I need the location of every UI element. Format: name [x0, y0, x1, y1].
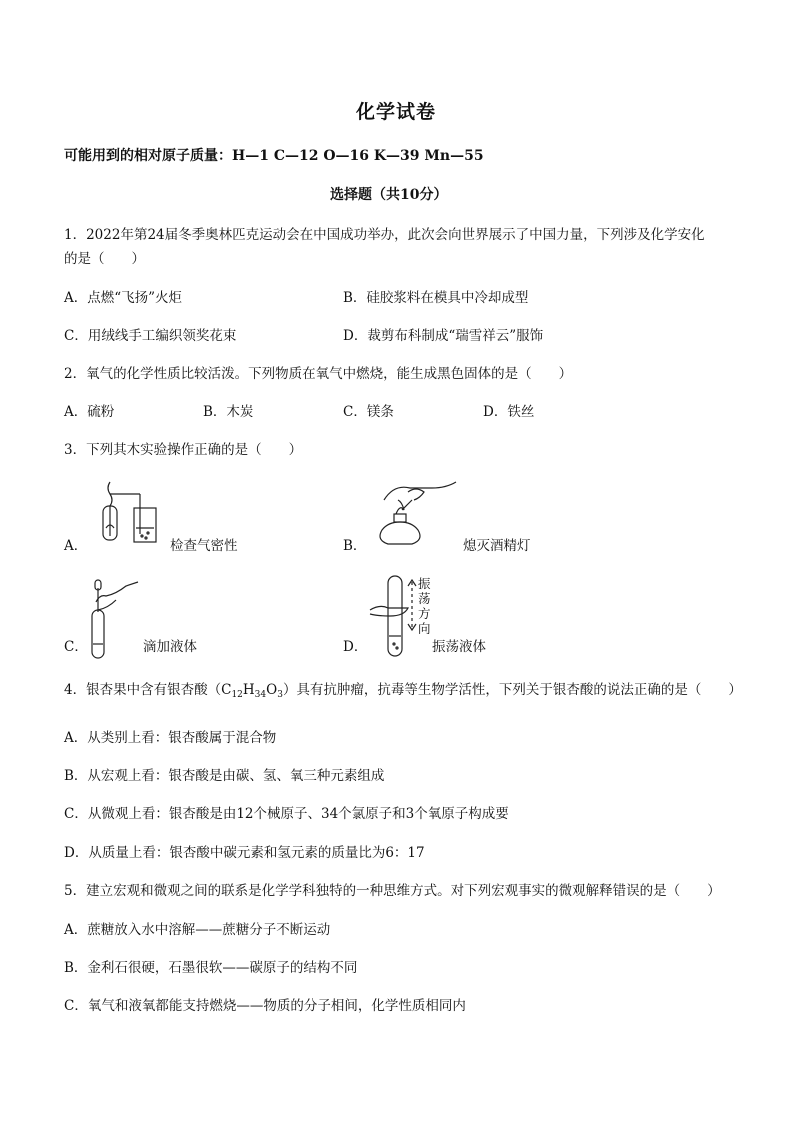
q2-option-a: A．硫粉 — [64, 404, 115, 420]
q2-option-b: B．木炭 — [203, 404, 254, 420]
q1-stem-line2: 的是（ ） — [64, 251, 145, 267]
alcohol-lamp-illustration — [368, 478, 458, 548]
atomic-masses-line: 可能用到的相对原子质量：H—1 C—12 O—16 K—39 Mn—55 — [64, 148, 484, 164]
formula-o-sub: 3 — [277, 690, 283, 700]
formula-o: O — [266, 682, 278, 698]
q2-option-c: C．镁条 — [343, 404, 394, 420]
formula-h: H — [242, 682, 255, 698]
q1-stem-line1: 1．2022年第24届冬季奥林匹克运动会在中国成功举办，此次会向世界展示了中国力量，下列涉及化学安化 — [64, 227, 705, 243]
q3-option-c-letter: C． — [64, 639, 88, 655]
q3-option-b-caption: 熄灭酒精灯 — [463, 538, 531, 554]
section-heading: 选择题（共10分） — [330, 187, 448, 203]
q4-option-a: A．从类别上看：银杏酸属于混合物 — [64, 730, 277, 746]
q3-option-d-letter: D． — [343, 639, 368, 655]
page-title: 化学试卷 — [356, 101, 437, 123]
q4-option-d: D．从质量上看：银杏酸中碳元素和氢元素的质量比为6：17 — [64, 845, 425, 861]
formula-c-sub: 12 — [231, 690, 243, 700]
q3-option-d-caption: 振荡液体 — [432, 639, 486, 655]
q3-option-c-caption: 滴加液体 — [143, 639, 197, 655]
q3-option-b-letter: B． — [343, 538, 367, 554]
q4-option-c: C．从微观上看：银杏酸是由12个械原子、34个氯原子和3个氧原子构成要 — [64, 806, 509, 822]
q3-option-a-letter: A． — [64, 538, 88, 554]
q1-option-c: C．用绒线手工编织领奖花束 — [64, 328, 237, 344]
q1-option-a: A．点燃“飞扬”火炬 — [64, 290, 183, 306]
airtightness-check-illustration — [90, 478, 170, 548]
q5-stem: 5．建立宏观和微观之间的联系是化学学科独特的一种思维方式。对下列宏观事实的微观解释错误的是（ ） — [64, 883, 721, 899]
q1-option-b: B．硅胶浆料在模具中冷却成型 — [343, 290, 529, 306]
q2-stem: 2．氧气的化学性质比较活泼。下列物质在氧气中燃烧，能生成黑色固体的是（ ） — [64, 366, 573, 382]
q4-stem-pre: 4．银杏果中含有银杏酸（ — [64, 682, 222, 698]
q4-option-b: B．从宏观上看：银杏酸是由碳、氢、氧三种元素组成 — [64, 768, 385, 784]
q5-option-a: A．蔗糖放入水中溶解——蔗糖分子不断运动 — [64, 922, 331, 938]
q4-stem — [64, 678, 742, 700]
q3-option-d-label: 振荡方向 — [418, 576, 431, 636]
q3-option-a-caption: 检查气密性 — [170, 538, 238, 554]
q1-option-d: D．裁剪布科制成“瑞雪祥云”服饰 — [343, 328, 544, 344]
dropper-illustration — [86, 580, 146, 660]
q2-option-d: D．铁丝 — [483, 404, 535, 420]
q4-stem-post: ）具有抗肿瘤，抗毒等生物学活性，下列关于银杏酸的说法正确的是（ ） — [282, 682, 742, 698]
q5-option-c: C．氧气和液氧都能支持燃烧——物质的分子相间，化学性质相同内 — [64, 998, 466, 1014]
formula-c: C — [221, 682, 232, 698]
formula-h-sub: 34 — [254, 690, 267, 700]
q3-stem: 3．下列其木实验操作正确的是（ ） — [64, 442, 303, 458]
q5-option-b: B．金利石很硬，石墨很软——碳原子的结构不同 — [64, 960, 358, 976]
